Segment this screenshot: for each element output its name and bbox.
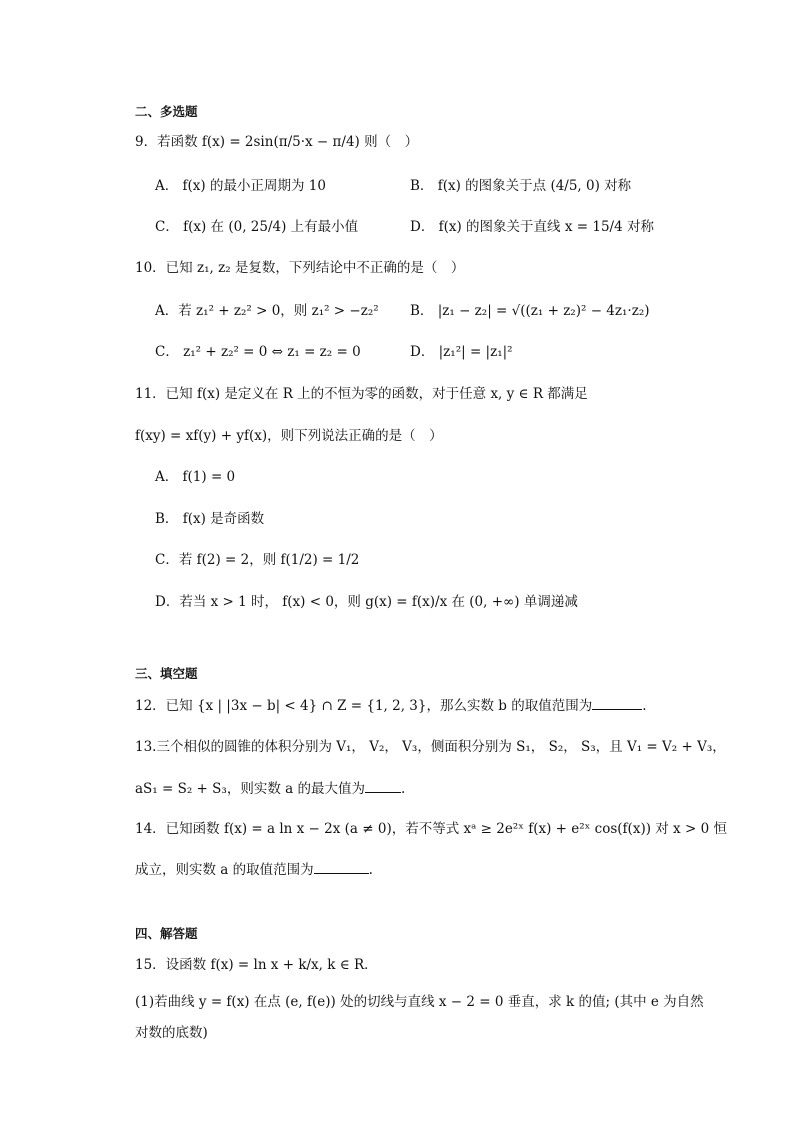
question-14-line1: 14．已知函数 f(x) = a ln x − 2x (a ≠ 0)，若不等式 xᵃ ≥ 2e²ˣ f(x) + e²ˣ cos(f(x)) 对 x > 0 恒: [135, 821, 727, 837]
question-15-part1-line1: (1)若曲线 y = f(x) 在点 (e, f(e)) 处的切线与直线 x − 2 = 0 垂直，求 k 的值; (其中 e 为自然: [135, 994, 704, 1010]
question-11-option-b: B． f(x) 是奇函数: [155, 511, 265, 527]
question-10-stem: 10．已知 z₁, z₂ 是复数，下列结论中不正确的是（ ）: [135, 260, 465, 276]
question-13-period: .: [400, 781, 406, 797]
question-13-text: aS₁ = S₂ + S₃，则实数 a 的最大值为: [135, 781, 365, 797]
question-11-option-a: A． f(1) = 0: [155, 469, 236, 485]
question-12-text: 12．已知 {x | |3x − b| < 4} ∩ Z = {1, 2, 3}，那么实数 b 的取值范围为: [135, 698, 593, 714]
answer-blank[interactable]: [314, 861, 369, 874]
question-14-line2: [135, 861, 373, 878]
question-14-text: 成立，则实数 a 的取值范围为: [135, 862, 314, 878]
question-13-line2: [135, 780, 405, 797]
question-10-option-b: B． |z₁ − z₂| = √((z₁ + z₂)² − 4z₁·z₂): [410, 303, 650, 319]
question-9-option-d: D． f(x) 的图象关于直线 x = 15/4 对称: [410, 219, 654, 235]
section-heading-multiple-choice: 二、多选题: [135, 104, 198, 119]
question-11-stem-line2: f(xy) = xf(y) + yf(x)，则下列说法正确的是（ ）: [135, 428, 443, 444]
question-9-stem: 9．若函数 f(x) = 2sin(π/5·x − π/4) 则（ ）: [135, 134, 419, 150]
question-10-option-c: C． z₁² + z₂² = 0 ⇔ z₁ = z₂ = 0: [155, 344, 361, 360]
question-9-option-b: B． f(x) 的图象关于点 (4/5, 0) 对称: [410, 178, 632, 194]
question-13-line1: 13.三个相似的圆锥的体积分别为 V₁， V₂， V₃，侧面积分别为 S₁， S₂， S₃，且 V₁ = V₂ + V₃，: [135, 739, 726, 755]
question-12-period: .: [642, 698, 647, 714]
question-10-option-a: A．若 z₁² + z₂² > 0，则 z₁² > −z₂²: [155, 303, 379, 319]
section-heading-fill-blank: 三、填空题: [135, 666, 198, 681]
question-12: [135, 697, 647, 714]
question-10-option-d: D． |z₁²| = |z₁|²: [410, 344, 513, 360]
question-15-stem: 15．设函数 f(x) = ln x + k/x, k ∈ R．: [135, 957, 378, 973]
question-9-option-c: C． f(x) 在 (0, 25/4) 上有最小值: [155, 219, 359, 235]
question-11-stem-line1: 11．已知 f(x) 是定义在 R 上的不恒为零的函数，对于任意 x, y ∈ R 都满足: [135, 386, 588, 402]
answer-blank[interactable]: [592, 697, 642, 710]
question-11-option-d: D．若当 x > 1 时， f(x) < 0，则 g(x) = f(x)/x 在 (0, +∞) 单调递减: [155, 594, 578, 610]
question-9-option-a: A． f(x) 的最小正周期为 10: [155, 178, 326, 194]
section-heading-solve: 四、解答题: [135, 926, 198, 941]
answer-blank[interactable]: [365, 780, 401, 793]
question-11-option-c: C．若 f(2) = 2，则 f(1/2) = 1/2: [155, 552, 360, 568]
question-14-period: .: [368, 862, 373, 878]
question-15-part1-line2: 对数的底数): [135, 1025, 208, 1041]
